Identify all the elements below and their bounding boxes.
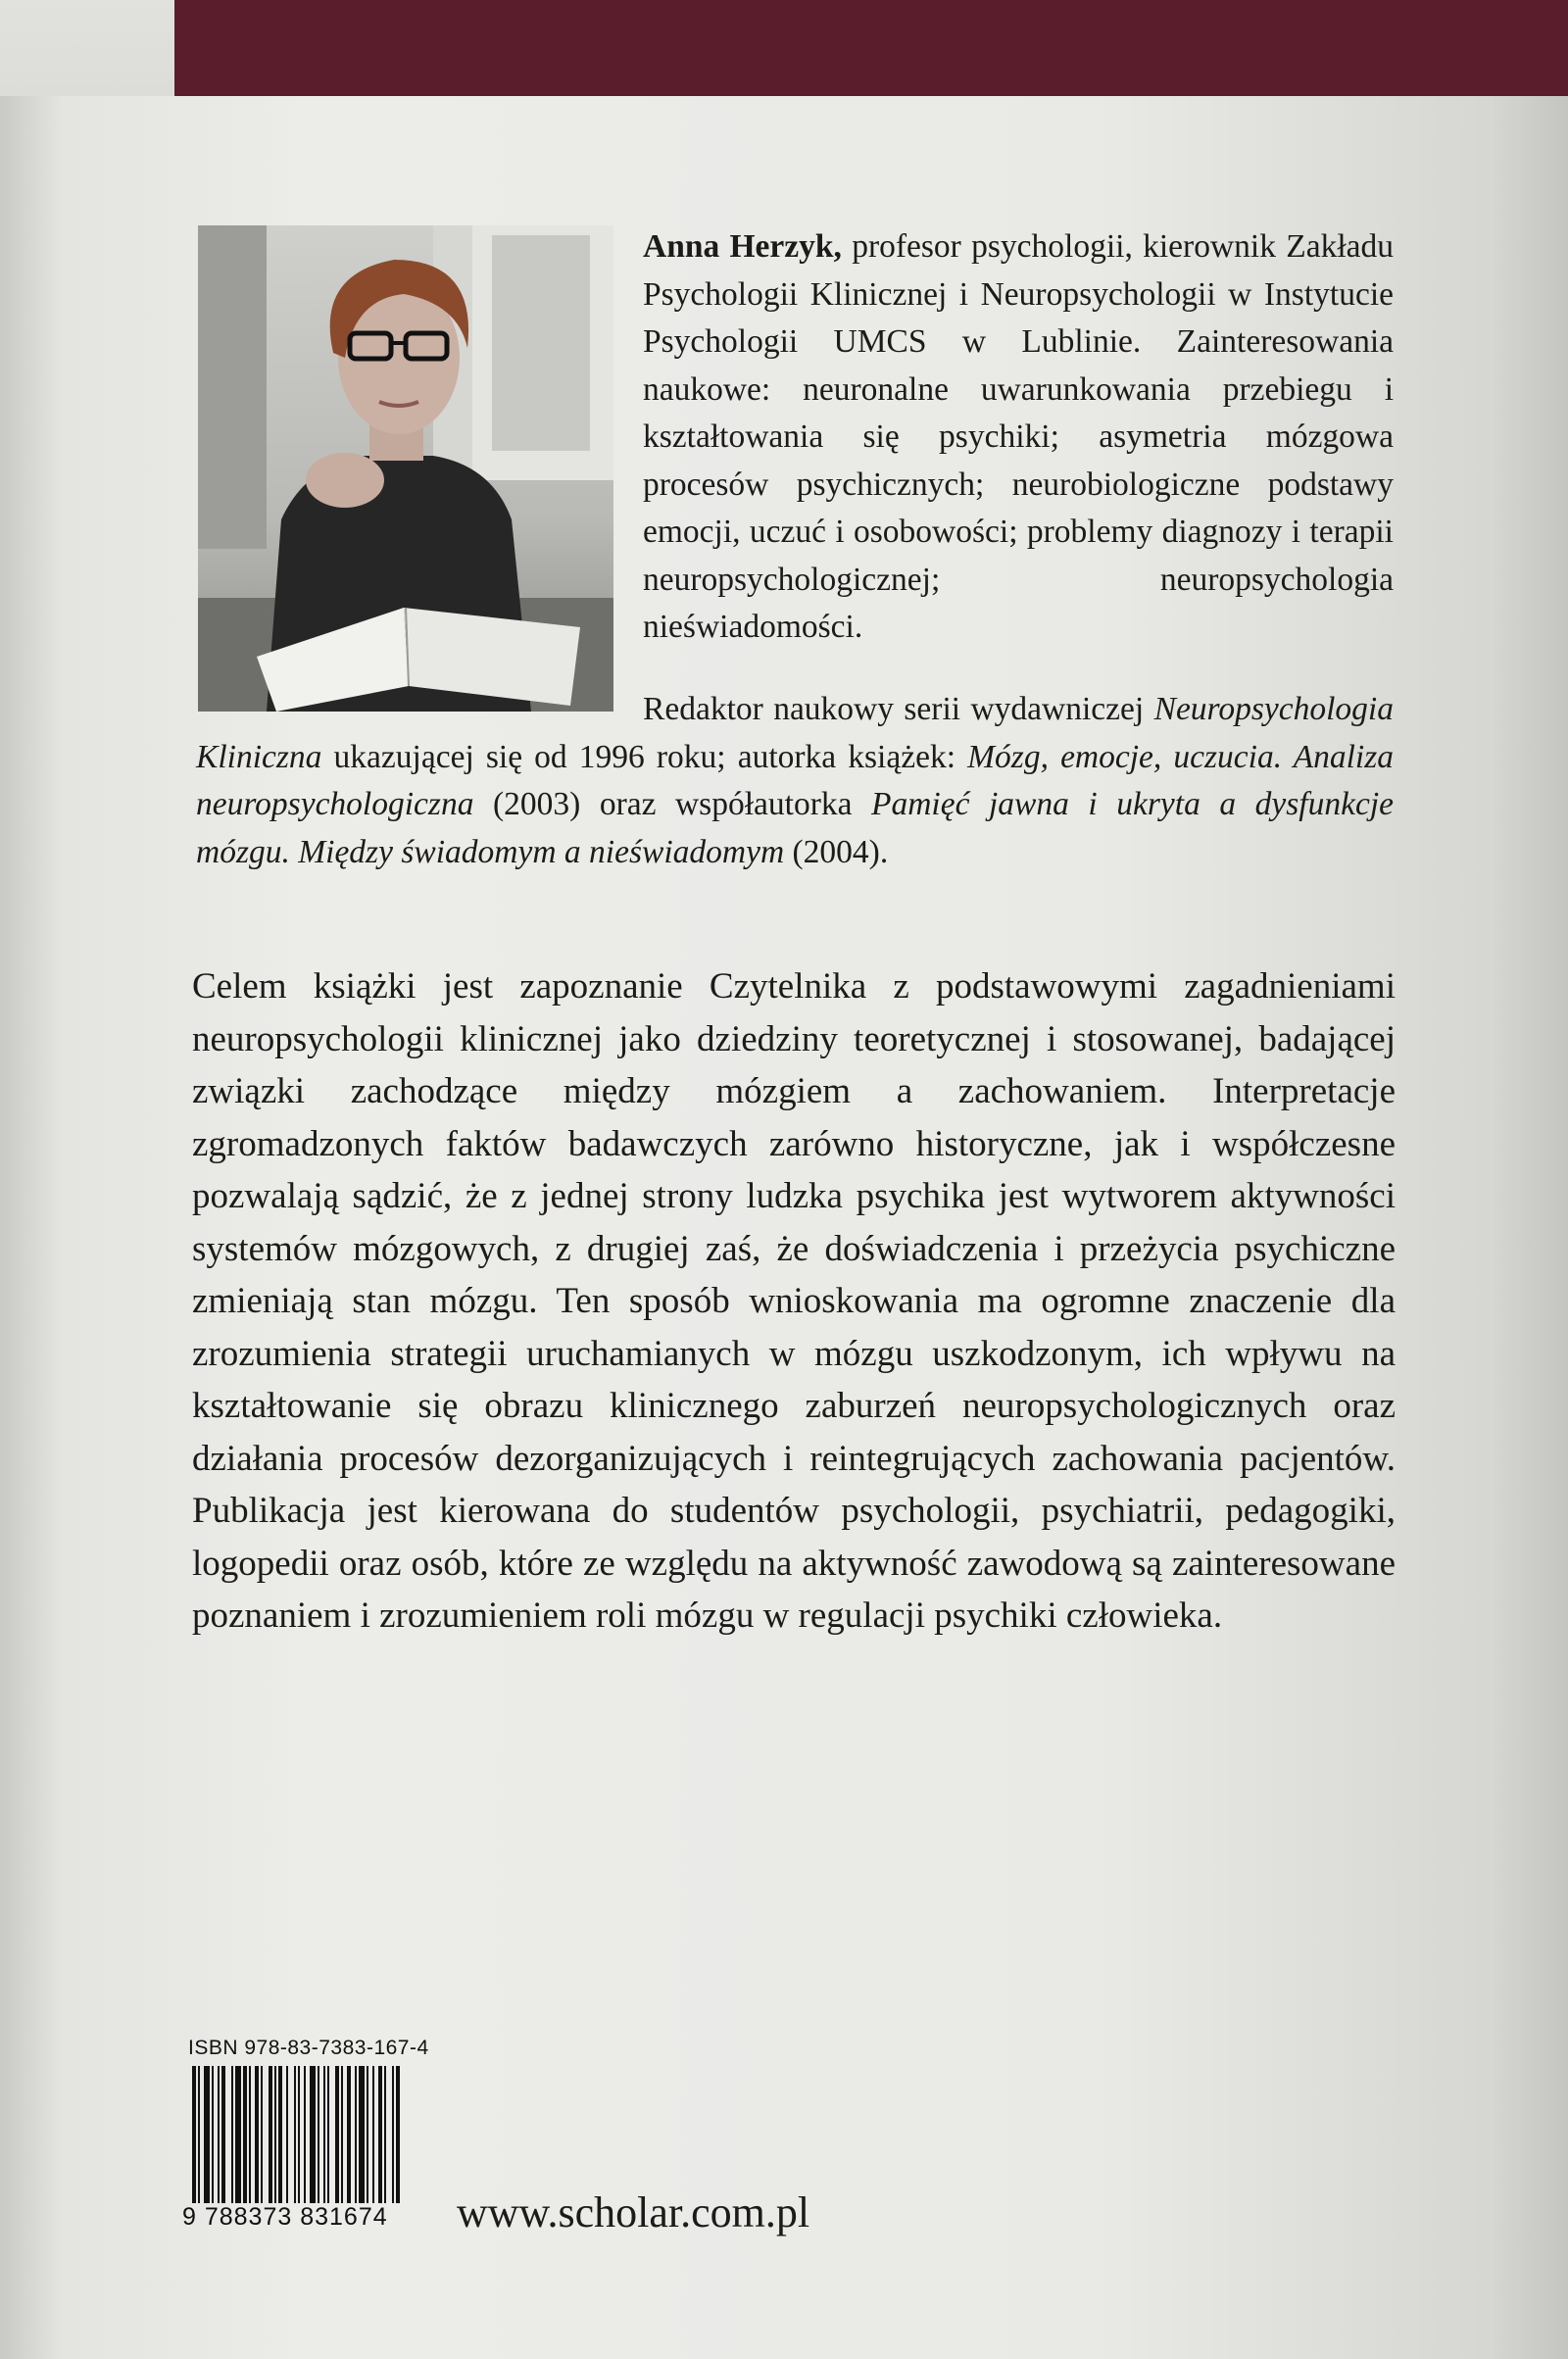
top-color-band: [174, 0, 1568, 96]
barcode-bar: [212, 2066, 214, 2203]
author-photo: [198, 225, 613, 712]
barcode-bar: [204, 2066, 210, 2203]
editor-text-1: Redaktor naukowy serii wydawniczej: [643, 691, 1154, 727]
barcode-bar: [341, 2066, 343, 2203]
isbn-label: ISBN 978-83-7383-167-4: [188, 2037, 429, 2059]
barcode-bar: [384, 2066, 386, 2203]
barcode-bar: [359, 2066, 365, 2203]
barcode-bar: [355, 2066, 357, 2203]
author-bio-text: profesor psychologii, kierownik Zakładu Psychologii Klinicznej i Neuropsychologii w Instytucie Psychologii UMCS w Lublinie. Zainteresowania naukowe: neuronalne uwarunkowania przebiegu i kształtowania się psychiki; asymetria mózgowa procesów psychicznych; neurobiologiczne podstawy emocji, uczuć i osobowości; problemy diagnozy i terapii neuropsychologicznej; neuropsychologia nieświadomości.: [643, 228, 1395, 645]
barcode-bar: [192, 2066, 196, 2203]
barcode-bar: [231, 2066, 233, 2203]
barcode-bar: [278, 2066, 282, 2203]
barcode-bar: [235, 2066, 241, 2203]
series-title: Neuropsychologia Kliniczna: [196, 691, 1394, 775]
publisher-website: www.scholar.com.pl: [457, 2188, 810, 2236]
editor-text-3: (2003) oraz współautorka: [473, 786, 872, 822]
cover-edge: [0, 0, 174, 96]
barcode-bar: [327, 2066, 329, 2203]
barcode-bar: [261, 2066, 263, 2203]
barcode-bar: [396, 2066, 400, 2203]
barcode-bar: [269, 2066, 272, 2203]
barcode-bar: [318, 2066, 319, 2203]
barcode-bar: [392, 2066, 394, 2203]
barcode-bar: [335, 2066, 339, 2203]
barcode-bar: [367, 2066, 368, 2203]
author-portrait-icon: [198, 225, 613, 712]
barcode-bar: [286, 2066, 288, 2203]
barcode-bar: [310, 2066, 316, 2203]
barcode-bar: [304, 2066, 306, 2203]
author-name: Anna Herzyk,: [643, 228, 842, 265]
barcode-digits: 9 788373 831674: [182, 2203, 388, 2231]
ean13-barcode-icon: [188, 2066, 453, 2203]
barcode-bar: [255, 2066, 259, 2203]
editor-text-2: ukazującej się od 1996 roku; autorka książek:: [321, 738, 968, 775]
barcode-bar: [249, 2066, 251, 2203]
barcode-bar: [378, 2066, 382, 2203]
editor-text-4: (2004).: [784, 833, 889, 870]
author-bio: [643, 223, 1394, 652]
barcode-bar: [323, 2066, 325, 2203]
barcode-bar: [274, 2066, 276, 2203]
book-description: Celem książki jest zapoznanie Czytelnika z podstawowymi zagadnieniami neuropsychologii klinicznej jako dziedziny teoretycznej i stosowanej, badającej związki zachodzące między mózgiem a zachowaniem. Interpretacje zgromadzonych faktów badawczych zarówno historyczne, jak i współczesne pozwalają sądzić, że z jednej strony ludzka psychika jest wytworem aktywności systemów mózgowych, z drugiej zaś, że doświadczenia i przeżycia psychiczne zmieniają stan mózgu. Ten sposób wnioskowania ma ogromne znaczenie dla zrozumienia strategii uruchamianych w mózgu uszkodzonym, ich wpływu na kształtowanie się obrazu klinicznego zaburzeń neuropsychologicznych oraz działania procesów dezorganizujących i reintegrujących zachowania pacjentów. Publikacja jest kierowana do studentów psychologii, psychiatrii, pedagogiki, logopedii oraz osób, które ze względu na aktywność zawodową są zainteresowane poznaniem i zrozumieniem roli mózgu w regulacji psychiki człowieka.: [192, 966, 1396, 1636]
book-title-1: Mózg, emocje, uczucia. Analiza neuropsychologiczna: [196, 738, 1394, 822]
barcode-bar: [298, 2066, 300, 2203]
barcode-bar: [243, 2066, 247, 2203]
barcode-bar: [372, 2066, 374, 2203]
barcode-bar: [294, 2066, 296, 2203]
barcode-bar: [198, 2066, 200, 2203]
book-title-2: Pamięć jawna i ukryta a dysfunkcje mózgu. Między świadomym a nieświadomym: [196, 786, 1394, 870]
barcode-bar: [347, 2066, 351, 2203]
barcode-bar: [221, 2066, 225, 2203]
author-editorial-note: [196, 686, 1394, 876]
barcode-bar: [218, 2066, 220, 2203]
